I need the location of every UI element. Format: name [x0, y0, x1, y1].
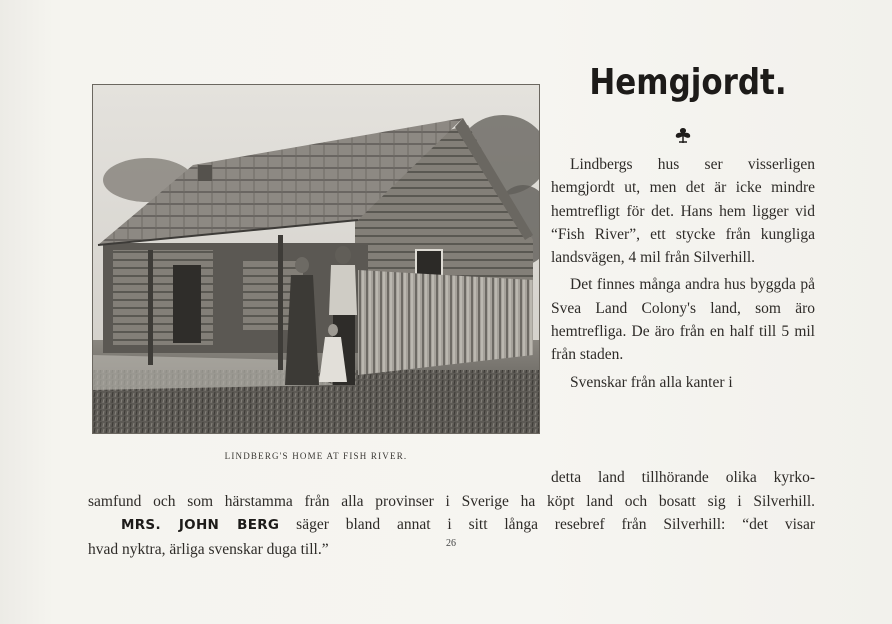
paragraph-andra-hus: Det finnes många andra hus byggda på Svea Land Colony's land, som äro hemtrefliga. De äro från en half till 5 mil från staden.: [551, 276, 815, 364]
photo-caption: LINDBERG'S HOME AT FISH RIVER.: [224, 451, 408, 461]
text-line-samfund: samfund och som härstamma från alla provinser i Sverige ha köpt land och bosatt sig i Silverhill.: [88, 492, 815, 510]
text-line-kyrko: detta land tillhörande olika kyrko-: [551, 469, 815, 486]
page-number: 26: [446, 538, 456, 549]
flower-ornament-icon: [668, 125, 698, 145]
quote-text-line1: säger bland annat i sitt långa resebref från Silverhill: “det visar: [296, 516, 815, 533]
quote-author: MRS. JOHN BERG: [121, 517, 280, 533]
page-title: Hemgjordt.: [589, 62, 787, 103]
house-photo-image: [93, 85, 540, 434]
right-column-text: [551, 153, 815, 394]
text-line-quote-end: hvad nyktra, ärliga svenskar duga till.”: [88, 540, 329, 558]
photo-lindberg-home: [92, 84, 540, 434]
paragraph-lindbergs-hus: Lindbergs hus ser visserligen hemgjordt ut, men det är icke mindre hemtrefligt för det. Hans hem ligger vid “Fish River”, ett stycke från kungliga landsvägen, 4 mil från Silverhill.: [551, 156, 815, 267]
paragraph-svenskar-start: Svenskar från alla kanter i: [570, 373, 733, 391]
text-line-quote: [88, 513, 815, 538]
